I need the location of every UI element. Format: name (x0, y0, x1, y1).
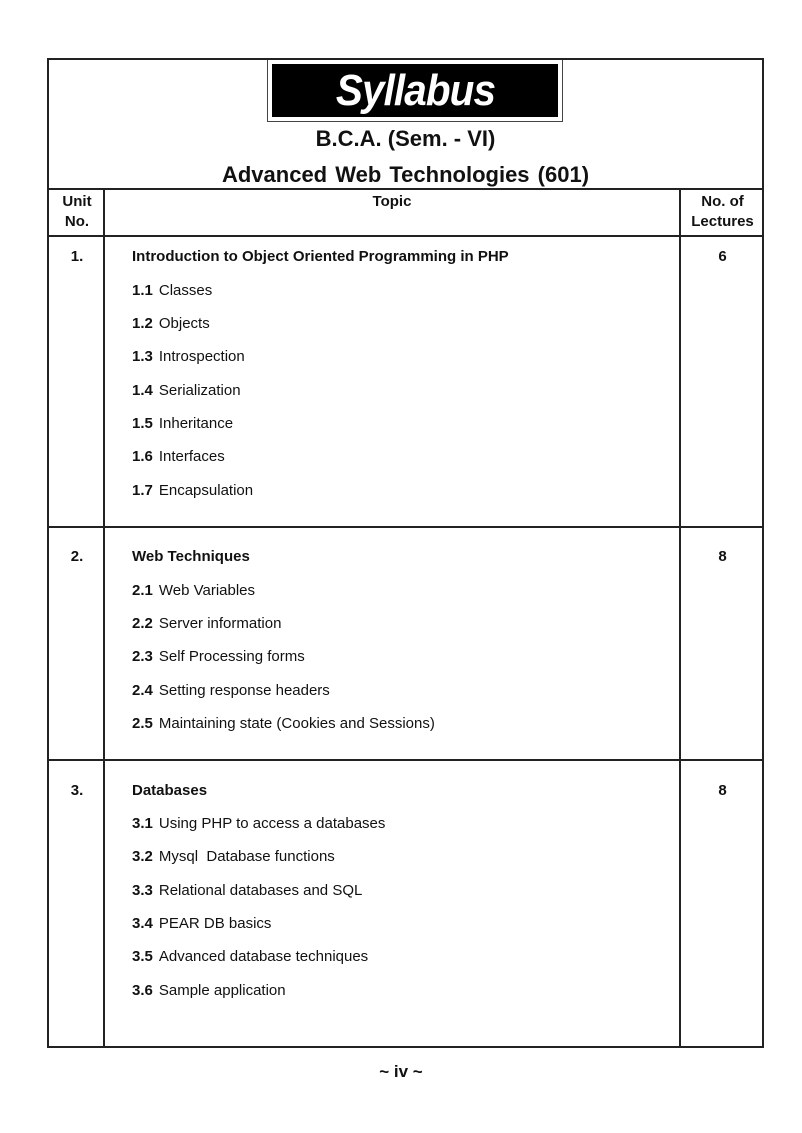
topic-item (132, 882, 362, 899)
topic-item (132, 648, 305, 665)
unit-title: Introduction to Object Oriented Programming in PHP (132, 248, 509, 265)
unit-number: 3. (70, 782, 84, 799)
unit-title: Web Techniques (132, 548, 250, 565)
topic-number: 3.6 (132, 982, 153, 999)
lecture-count: 8 (718, 548, 727, 565)
topic-text: Encapsulation (158, 482, 254, 499)
topic-item (132, 582, 255, 599)
lectures-header-line1: No. of (701, 193, 744, 210)
topic-number: 2.5 (132, 715, 153, 732)
topic-text: Classes (158, 282, 213, 299)
topic-number: 3.5 (132, 948, 153, 965)
topic-item (132, 682, 330, 699)
unit-column-divider (103, 188, 105, 1048)
banner-box (272, 64, 558, 117)
unit-1-bottom-rule (49, 526, 762, 528)
topic-item (132, 348, 245, 365)
unit-title: Databases (132, 782, 208, 799)
topic-text: Maintaining state (Cookies and Sessions) (158, 715, 435, 732)
column-header-topic: Topic (372, 193, 412, 210)
lecture-count: 6 (718, 248, 727, 265)
header-top-rule (49, 188, 762, 190)
topic-text: Inheritance (158, 415, 234, 432)
unit-2-bottom-rule (49, 759, 762, 761)
topic-number: 2.2 (132, 615, 153, 632)
topic-text: Introspection (158, 348, 245, 365)
topic-text: Self Processing forms (158, 648, 305, 665)
topic-text: Server information (158, 615, 282, 632)
topic-text: Setting response headers (158, 682, 330, 699)
topic-number: 2.4 (132, 682, 153, 699)
topic-number: 3.3 (132, 882, 153, 899)
topic-text: Serialization (158, 382, 241, 399)
unit-header-line2: No. (64, 213, 90, 230)
topic-text: Mysql Database functions (158, 848, 335, 865)
topic-number: 3.1 (132, 815, 153, 832)
page-number: ~ iv ~ (379, 1062, 423, 1081)
topic-item (132, 315, 210, 332)
banner-title: Syllabus (335, 65, 495, 115)
topic-item (132, 982, 286, 999)
topic-number: 1.7 (132, 482, 153, 499)
lectures-header-line2: Lectures (691, 213, 754, 230)
topic-number: 1.5 (132, 415, 153, 432)
topic-text: Interfaces (158, 448, 225, 465)
topic-item (132, 415, 233, 432)
topic-item (132, 715, 435, 732)
unit-number: 2. (70, 548, 84, 565)
topic-item (132, 482, 253, 499)
topic-item (132, 382, 241, 399)
topic-text: Using PHP to access a databases (158, 815, 386, 832)
column-header-unit (49, 192, 105, 232)
lecture-count: 8 (718, 782, 727, 799)
topic-number: 1.3 (132, 348, 153, 365)
topic-item (132, 815, 385, 832)
topic-number: 1.4 (132, 382, 153, 399)
topic-text: Advanced database techniques (158, 948, 369, 965)
syllabus-banner (267, 60, 563, 122)
topic-number: 1.2 (132, 315, 153, 332)
topic-item (132, 615, 281, 632)
topic-number: 2.3 (132, 648, 153, 665)
topic-item (132, 948, 368, 965)
topic-number: 1.1 (132, 282, 153, 299)
unit-header-line1: Unit (62, 193, 92, 210)
topic-text: Web Variables (158, 582, 256, 599)
lectures-column-divider (679, 188, 681, 1048)
topic-item (132, 848, 335, 865)
topic-text: PEAR DB basics (158, 915, 272, 932)
topic-text: Relational databases and SQL (158, 882, 363, 899)
topic-number: 3.4 (132, 915, 153, 932)
topic-item (132, 448, 225, 465)
column-header-lectures (681, 192, 764, 232)
topic-number: 3.2 (132, 848, 153, 865)
subject-title: Advanced Web Technologies (601) (221, 162, 590, 187)
topic-item (132, 282, 212, 299)
topic-text: Objects (158, 315, 210, 332)
topic-item (132, 915, 271, 932)
unit-number: 1. (70, 248, 84, 265)
course-title: B.C.A. (Sem. - VI) (315, 126, 496, 151)
topic-number: 1.6 (132, 448, 153, 465)
topic-text: Sample application (158, 982, 286, 999)
header-bottom-rule (49, 235, 762, 237)
syllabus-frame (47, 58, 764, 1048)
topic-number: 2.1 (132, 582, 153, 599)
